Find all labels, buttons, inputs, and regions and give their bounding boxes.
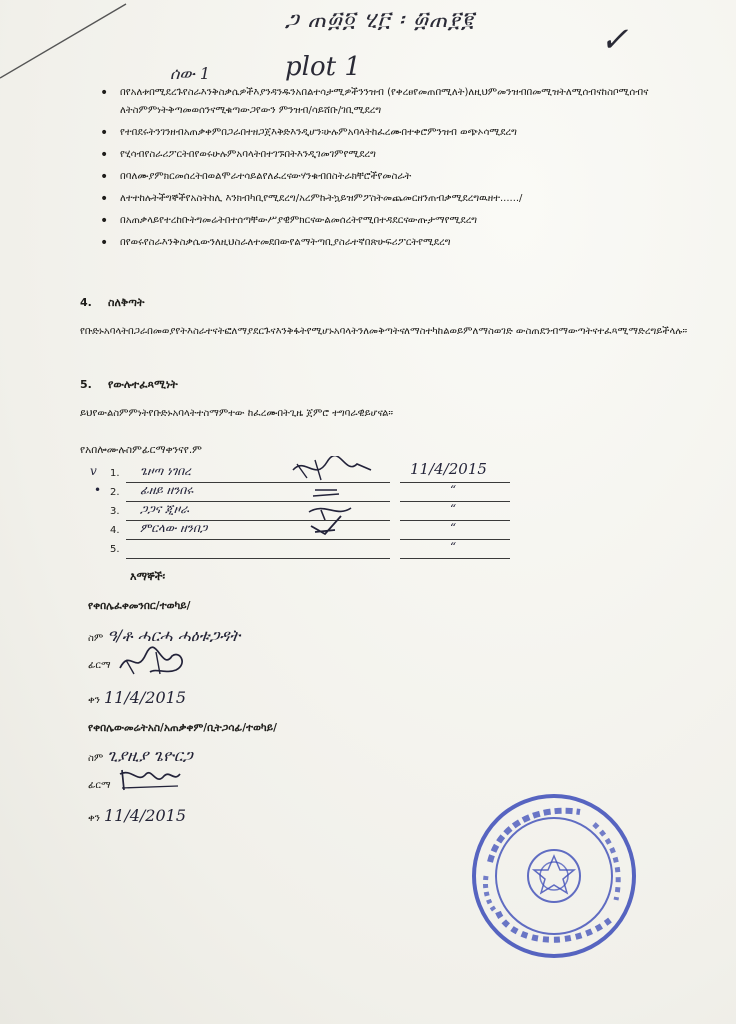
row-number: 3. bbox=[110, 506, 120, 517]
member-name: ፊዘይ ዘንበሩ bbox=[140, 483, 194, 497]
receiver-date-field bbox=[88, 688, 186, 707]
official-title: የቀበሌውመሬትአስ/አጠቃቀም/ቢትጋሳፊ/ተወካይ/ bbox=[88, 722, 277, 734]
margin-mark: v bbox=[90, 464, 97, 478]
name-label: ስም bbox=[88, 753, 104, 764]
official-name: ጊያዚያ ጌዮርጋ bbox=[107, 746, 193, 765]
date-label: ቀን bbox=[88, 813, 100, 824]
signature-date: “ bbox=[450, 521, 457, 535]
receiver-title: የቀበሌፈቀመንበር/ተወካይ/ bbox=[88, 600, 191, 612]
member-name: ምርላው ዘንበጋ bbox=[140, 521, 208, 535]
receiver-signature bbox=[116, 646, 196, 680]
signature-line bbox=[290, 558, 390, 559]
signatory-heading: የአበሎሙሉስምፊርማቀንናየ.ም bbox=[80, 444, 202, 456]
official-signature-field bbox=[88, 780, 111, 791]
signature-date: “ bbox=[450, 540, 457, 554]
name-label: ስም bbox=[88, 633, 104, 644]
signature-date: 11/4/2015 bbox=[410, 460, 487, 478]
signature-label: ፊርማ bbox=[88, 780, 111, 791]
member-name: ጌዞጣ ነገበረ bbox=[140, 464, 191, 478]
section-title: የውሉተፈጻሚነት bbox=[108, 378, 178, 391]
handwritten-top-note: ጋ ጠ፴፬ ሂ፫ ፡ ፴ጠ፻፪ bbox=[285, 8, 475, 33]
date-label: ቀን bbox=[88, 695, 100, 706]
section-4-heading bbox=[80, 296, 144, 310]
official-stamp-seal bbox=[470, 792, 638, 960]
section-number: 4. bbox=[80, 296, 92, 309]
row-number: 1. bbox=[110, 468, 120, 479]
page-crease-line bbox=[0, 0, 130, 90]
handwritten-margin-label: ሰው 1 bbox=[170, 64, 211, 83]
section-4-text: የቡድኑአባላትበጋራበመወያየትእስራተናትፎለማያደርጉናእንቅፋትየሚሆኑአባላትንለመቅጣትናለማስተካከልወይምለማስወገድ ውስጠደንብማውጣትናተፈጻሚማድረግይችላሉ። bbox=[80, 326, 688, 337]
name-line bbox=[126, 558, 292, 559]
section-5-heading bbox=[80, 378, 178, 392]
list-item: • በአጠቃላይየተረከቡትግመሬትበተሰጣቸውሥያዊምክርናውልመሰረትየሚበተዳደርናውጡታማየሚደረግ bbox=[100, 212, 710, 230]
signature-date: “ bbox=[450, 502, 457, 516]
section-title: ስለቅጣት bbox=[108, 296, 145, 309]
list-item: • በየአለቱበሚደረጉየስራእንቅስቃሴዎችእያንዳንዱንአበልተሳታሚዎችንንዝብ (የቀረፀየመጠበሚለት)ለዚህምመንዝብበመሚዝትለሚሰብናከስቦሚሰብና ለትስምምነትቅጣመወሰንናሚቁጣውጋየውን ምንዝብ/ሳይሸቡ/ገቢሚደረግ bbox=[100, 84, 710, 120]
list-item: • ለተተከሉትችግኞችየአስትከሊ እንክብካቢየሚደረግ/አረምኩትኳይዝምፖስትመጨመርዘንጠብቃሚደረግዉዘተ....../ bbox=[100, 190, 710, 208]
receiver-name-field bbox=[88, 626, 240, 646]
official-date-field bbox=[88, 806, 186, 825]
list-item: • የተበደሩትንገንዘብአጠቃቀምበጋራበተዘጋጀእቅድእንዲሆን፡ሁሉምአባላትከፈረሙበተቀሮምንዝብ ወጭኦሳሚደረግ bbox=[100, 124, 710, 142]
row-number: 2. bbox=[110, 487, 120, 498]
official-date: 11/4/2015 bbox=[103, 806, 186, 825]
official-signature bbox=[116, 764, 186, 796]
official-name-field bbox=[88, 746, 193, 766]
row-number: 4. bbox=[110, 525, 120, 536]
date-line bbox=[400, 558, 510, 559]
member-name: ጋጋና ጂዞራ bbox=[140, 502, 189, 516]
list-item: • በየወሩየስራእንቅስቃሴውንለዚህስራለተመደበውየልማትጣቢያስራተኛበጽሁፍሪፖርትየሚደረግ bbox=[100, 234, 710, 252]
name-line bbox=[126, 539, 292, 540]
signature-date: “ bbox=[450, 483, 457, 497]
section-number: 5. bbox=[80, 378, 92, 391]
signature-label: ፊርማ bbox=[88, 660, 111, 671]
list-item: • የሂሳብየስራሪፖርትበየወሩሁሉምአባላትበተገኙበትእንዲገመገምየሚደረግ bbox=[100, 146, 710, 164]
row-number: 5. bbox=[110, 544, 120, 555]
handwritten-plot-label: plot 1 bbox=[285, 52, 361, 82]
receiver-name: ዓ/ቶ ሓርሓ ሓዕቱጋዳት bbox=[107, 626, 241, 645]
section-5-text: ይህየውልስምምነትየቡድኑአባላትተስማምተው ከፈረሙበትጊዜ ጀምሮ ተግባራዊይሆናል። bbox=[80, 408, 394, 419]
member-signatures bbox=[285, 456, 395, 556]
check-mark: ✓ bbox=[600, 20, 629, 60]
list-item: • በባለሙያምክርመሰረትበወልሞራተሳይልየለፈረናውሃንቁብበስትራክቸሮችየመስራት bbox=[100, 168, 710, 186]
receiver-date: 11/4/2015 bbox=[103, 688, 186, 707]
obligations-list bbox=[100, 84, 710, 256]
witnesses-label: እማኞች፡ bbox=[130, 570, 166, 583]
margin-mark: • bbox=[94, 483, 102, 497]
receiver-signature-field bbox=[88, 660, 111, 671]
